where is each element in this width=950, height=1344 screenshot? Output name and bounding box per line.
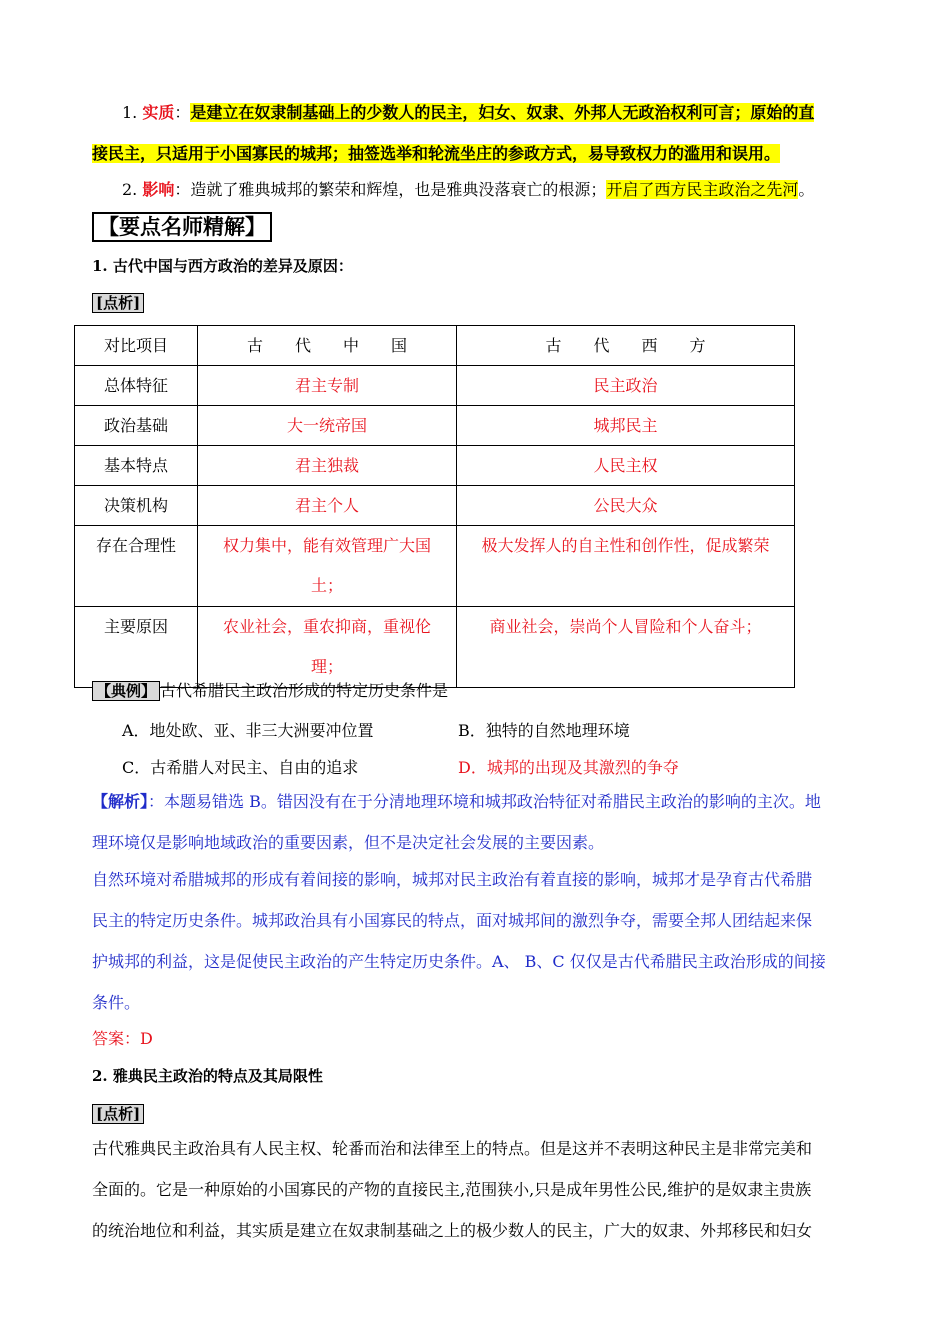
table-header-item: 对比项目: [75, 326, 198, 366]
analysis-line-4: 民主的特定历史条件。城邦政治具有小国寡民的特点，面对城邦间的激烈争夺，需要全邦人团结起来保: [92, 911, 813, 930]
option-c: C．古希腊人对民主、自由的追求: [122, 758, 359, 777]
table-cell-china: [198, 526, 457, 607]
intro-item-1-text-b: 接民主，只适用于小国寡民的城邦；抽签选举和轮流坐庄的参政方式，易导致权力的滥用和误用。: [92, 144, 781, 163]
analysis-line-3: 自然环境对希腊城邦的形成有着间接的影响，城邦对民主政治有着直接的影响，城邦才是孕育古代希腊: [92, 870, 813, 889]
table-cell-china-line-2: 理；: [310, 657, 343, 676]
comparison-table: [74, 325, 795, 688]
table-cell-item: 主要原因: [75, 607, 198, 688]
answer: 答案：D: [92, 1029, 153, 1048]
intro-item-1: [122, 103, 892, 123]
analysis-line-2: 理环境仅是影响地域政治的重要因素，但不是决定社会发展的主要因素。: [92, 833, 605, 852]
analysis-line-1: [92, 792, 862, 812]
table-cell-china-line-1: 权力集中，能有效管理广大国: [222, 536, 431, 555]
table-cell-item: 决策机构: [75, 486, 198, 526]
example-question-row: [92, 681, 862, 701]
table-cell-west: 城邦民主: [457, 406, 795, 446]
table-row: [75, 607, 795, 688]
table-cell-china-line-1: 农业社会，重农抑商，重视伦: [222, 617, 431, 636]
topic-2-title: 2. 雅典民主政治的特点及其局限性: [92, 1067, 323, 1085]
topic-2-line-3: 的统治地位和利益，其实质是建立在奴隶制基础之上的极少数人的民主，广大的奴隶、外邦移民和妇女: [92, 1221, 813, 1240]
intro-item-1-colon: ：: [174, 103, 191, 122]
example-tag: 【典例】: [92, 681, 160, 701]
analysis-line-6: 条件。: [92, 993, 141, 1012]
table-cell-china: [198, 607, 457, 688]
table-cell-item: 总体特征: [75, 366, 198, 406]
table-cell-item: 政治基础: [75, 406, 198, 446]
section-heading: 【要点名师精解】: [92, 212, 272, 242]
table-cell-china: 君主专制: [198, 366, 457, 406]
table-cell-west: 人民主权: [457, 446, 795, 486]
analysis-tag: 【解析】: [92, 792, 149, 811]
intro-item-1-label: 实质: [142, 103, 175, 122]
topic-2-tag: [点析]: [92, 1104, 144, 1124]
table-cell-item: 存在合理性: [75, 526, 198, 607]
table-header-row: [75, 326, 795, 366]
table-header-west: 古 代 西 方: [457, 326, 795, 366]
intro-item-1-cont: [92, 144, 862, 164]
table-cell-china-line-2: 土；: [310, 576, 343, 595]
table-row: [75, 526, 795, 607]
table-row: [75, 446, 795, 486]
intro-item-2-end: 。: [798, 180, 815, 199]
intro-item-2: [122, 180, 892, 200]
topic-1-title: 1. 古代中国与西方政治的差异及原因：: [92, 257, 353, 275]
topic-1-tag: [点析]: [92, 293, 144, 313]
intro-item-1-number: 1.: [122, 103, 138, 122]
table-cell-china: 君主个人: [198, 486, 457, 526]
option-a: A．地处欧、亚、非三大洲要冲位置: [122, 721, 374, 740]
topic-2-tag-row: [92, 1103, 144, 1124]
table-cell-china: 大一统帝国: [198, 406, 457, 446]
analysis-text-1: ：本题易错选 B。错因没有在于分清地理环境和城邦政治特征对希腊民主政治的影响的主次。地: [148, 792, 821, 811]
table-row: [75, 406, 795, 446]
table-cell-west: 民主政治: [457, 366, 795, 406]
table-cell-west: 商业社会，崇尚个人冒险和个人奋斗；: [457, 607, 795, 688]
example-question: 古代希腊民主政治形成的特定历史条件是: [160, 681, 449, 700]
option-b: B．独特的自然地理环境: [458, 721, 630, 740]
table-cell-china: 君主独裁: [198, 446, 457, 486]
table-cell-item: 基本特点: [75, 446, 198, 486]
intro-item-1-text-a: 是建立在奴隶制基础上的少数人的民主，妇女、奴隶、外邦人无政治权利可言；原始的直: [190, 103, 815, 122]
intro-item-2-highlight: 开启了西方民主政治之先河: [606, 180, 799, 199]
table-header-china: 古 代 中 国: [198, 326, 457, 366]
intro-item-2-number: 2.: [122, 180, 138, 199]
analysis-line-5: 护城邦的利益，这是促使民主政治的产生特定历史条件。A、 B、C 仅仅是古代希腊民主政治形成的间接: [92, 952, 826, 971]
intro-item-2-text: ：造就了雅典城邦的繁荣和辉煌，也是雅典没落衰亡的根源；: [174, 180, 607, 199]
table-row: [75, 486, 795, 526]
topic-1-tag-row: [92, 292, 144, 313]
topic-2-line-1: 古代雅典民主政治具有人民主权、轮番而治和法律至上的特点。但是这并不表明这种民主是非常完美和: [92, 1139, 813, 1158]
table-row: [75, 366, 795, 406]
intro-item-2-label: 影响: [142, 180, 175, 199]
table-cell-west: 公民大众: [457, 486, 795, 526]
table-cell-west: 极大发挥人的自主性和创作性，促成繁荣: [457, 526, 795, 607]
option-d: D．城邦的出现及其激烈的争夺: [458, 758, 679, 777]
topic-2-line-2: 全面的。它是一种原始的小国寡民的产物的直接民主,范围狭小,只是成年男性公民,维护的是奴隶主贵族: [92, 1180, 812, 1199]
